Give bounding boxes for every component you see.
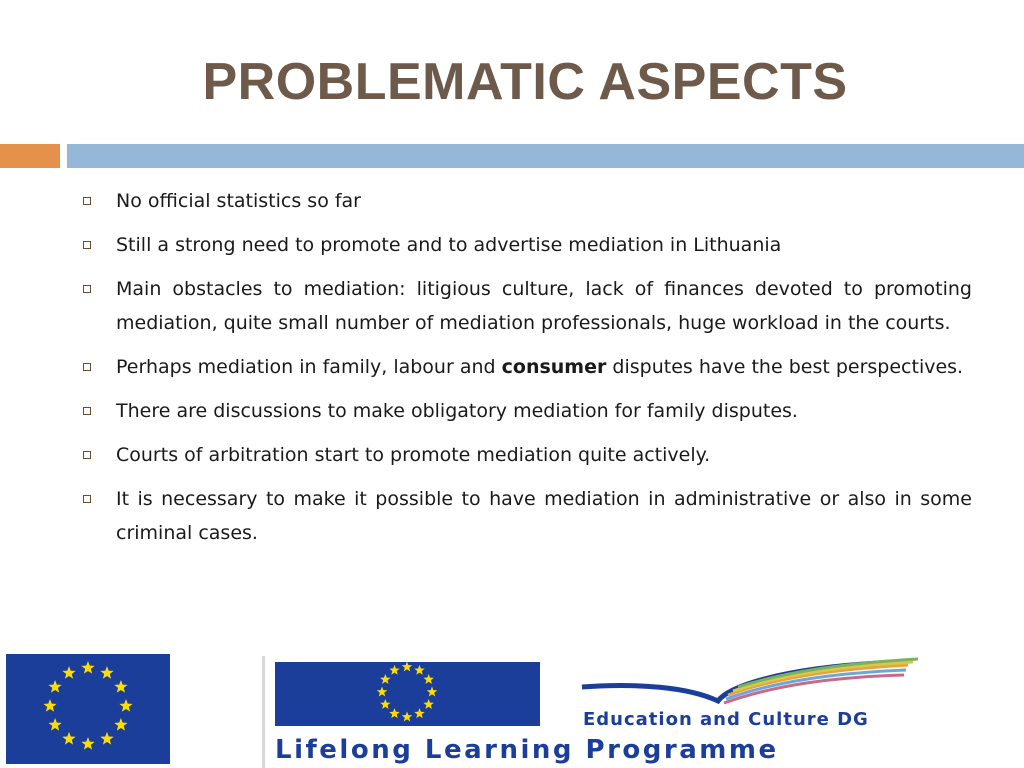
- bullet-text: No official statistics so far: [116, 190, 361, 212]
- eu-star-icon: [100, 732, 113, 745]
- bullet-item: [80, 438, 972, 472]
- hollow-square-bullet-icon: [83, 363, 91, 371]
- bullet-text: There are discussions to make obligatory mediation for family disputes.: [116, 400, 798, 422]
- bullet-text: Still a strong need to promote and to advertise mediation in Lithuania: [116, 234, 782, 256]
- eu-star-icon: [62, 666, 75, 679]
- eu-star-icon: [48, 718, 61, 731]
- eu-star-icon: [389, 665, 399, 675]
- eu-star-icon: [119, 699, 132, 712]
- eu-star-icon: [114, 718, 127, 731]
- bullet-item: [80, 482, 972, 550]
- eu-star-icon: [414, 665, 424, 675]
- bullet-text-part: Perhaps mediation in family, labour and: [116, 356, 502, 378]
- hollow-square-bullet-icon: [83, 285, 91, 293]
- edu-culture-label: Education and Culture DG: [583, 709, 869, 730]
- eu-star-icon: [81, 737, 94, 750]
- eu-star-icon: [377, 687, 387, 697]
- bullet-text: Courts of arbitration start to promote mediation quite actively.: [116, 444, 711, 466]
- eu-star-icon: [43, 699, 56, 712]
- slide-title: PROBLEMATIC ASPECTS: [202, 53, 848, 111]
- bullet-list: [80, 184, 972, 560]
- eu-star-icon: [414, 708, 424, 718]
- eu-star-icon: [380, 674, 390, 684]
- swoosh-logo-icon: [578, 657, 942, 709]
- eu-star-icon: [48, 680, 61, 693]
- hollow-square-bullet-icon: [83, 241, 91, 249]
- bullet-item: [80, 228, 972, 262]
- bullet-text-emphasis: consumer: [501, 356, 607, 378]
- bullet-item: [80, 394, 972, 428]
- eu-star-icon: [81, 661, 94, 674]
- bullet-text-part: disputes have the best perspectives.: [606, 356, 964, 378]
- eu-star-icon: [114, 680, 127, 693]
- hollow-square-bullet-icon: [83, 197, 91, 205]
- bullet-item: [80, 350, 972, 384]
- bullet-text: [116, 356, 963, 378]
- bullet-text: It is necessary to make it possible to have mediation in administrative or also in some criminal cases.: [116, 488, 972, 544]
- eu-flag-icon: [6, 654, 170, 764]
- eu-star-icon: [423, 699, 433, 709]
- eu-star-icon: [62, 732, 75, 745]
- hollow-square-bullet-icon: [83, 407, 91, 415]
- eu-star-icon: [380, 699, 390, 709]
- eu-star-icon: [389, 708, 399, 718]
- eu-star-icon: [402, 712, 412, 722]
- bullet-text: Main obstacles to mediation: litigious culture, lack of finances devoted to promoting mediation, quite small number of mediation professionals, huge workload in the courts.: [116, 278, 972, 334]
- eu-star-icon: [402, 662, 412, 671]
- bullet-item: [80, 272, 972, 340]
- eu-flag-icon: [275, 662, 540, 726]
- bullet-item: [80, 184, 972, 218]
- hollow-square-bullet-icon: [83, 495, 91, 503]
- accent-bar-orange: [0, 144, 60, 168]
- accent-bar-blue: [67, 144, 1024, 168]
- eu-star-icon: [427, 687, 437, 697]
- lifelong-learning-label: Lifelong Learning Programme: [275, 735, 779, 765]
- eu-star-icon: [100, 666, 113, 679]
- eu-star-icon: [423, 674, 433, 684]
- hollow-square-bullet-icon: [83, 451, 91, 459]
